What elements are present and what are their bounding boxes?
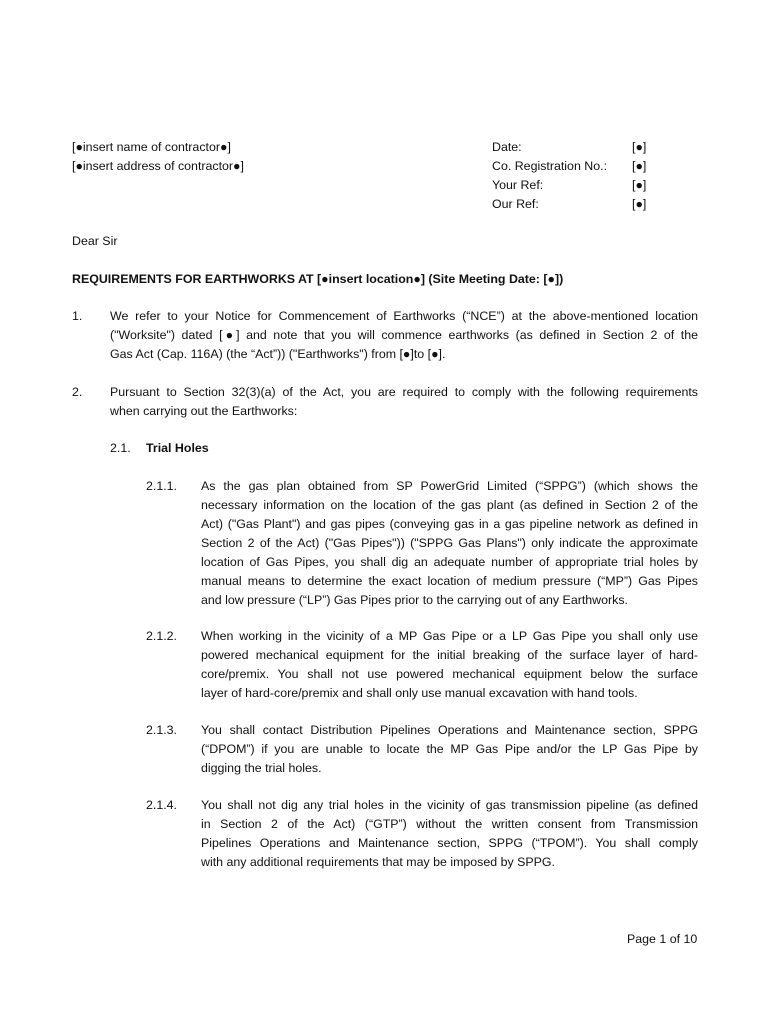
our-ref-label: Our Ref:: [492, 197, 539, 211]
clause-line: location of Gas Pipes, you shall dig an adequate number of appropriate trial holes by: [201, 555, 698, 569]
clause-line: Section 2 of the Act) ("Gas Pipes")) ("SPPG Gas Plans") only indicate the approximate: [201, 536, 698, 550]
clause-line: When working in the vicinity of a MP Gas Pipe or a LP Gas Pipe you shall only use: [201, 629, 698, 643]
para2-line: when carrying out the Earthworks:: [110, 404, 298, 418]
para1-line: We refer to your Notice for Commencement of Earthworks (“NCE”) at the above-mentioned location: [110, 309, 698, 323]
para2-line: Pursuant to Section 32(3)(a) of the Act, you are required to comply with the following requirements: [110, 385, 698, 399]
co-registration-value: [●]: [632, 159, 647, 173]
date-value: [●]: [632, 140, 647, 154]
our-ref-value: [●]: [632, 197, 647, 211]
clause-line: core/premix. You shall not use powered mechanical equipment below the surface: [201, 667, 698, 681]
clause-line: and low pressure (“LP”) Gas Pipes prior to the carrying out of any Earthworks.: [201, 593, 628, 607]
clause-line: As the gas plan obtained from SP PowerGrid Limited (“SPPG”) (which shows the: [201, 479, 698, 493]
clause-2-1-2-number: 2.1.2.: [146, 629, 178, 643]
contractor-address: [●insert address of contractor●]: [72, 159, 244, 173]
para1-line: ("Worksite") dated [●] and note that you will commence earthworks (as defined in Section 2 of the: [110, 328, 698, 342]
clause-line: with any additional requirements that may be imposed by SPPG.: [201, 855, 556, 869]
para1-line: Gas Act (Cap. 116A) (the “Act”)) ("Earthworks") from [●]to [●].: [110, 347, 446, 361]
clause-line: layer of hard-core/premix and shall only use manual excavation with hand tools.: [201, 686, 638, 700]
section-2-1-title: Trial Holes: [146, 441, 209, 455]
clause-line: digging the trial holes.: [201, 761, 322, 775]
clause-line: Pipelines Operations and Maintenance section, SPPG (“TPOM”). You shall comply: [201, 836, 698, 850]
clause-line: You shall not dig any trial holes in the vicinity of gas transmission pipeline (as defined: [201, 798, 698, 812]
clause-line: Act) ("Gas Plant") and gas pipes (conveying gas in a gas pipeline network as defined in: [201, 517, 698, 531]
your-ref-label: Your Ref:: [492, 178, 544, 192]
section-2-1-number: 2.1.: [110, 441, 131, 455]
clause-line: in Section 2 of the Act) (“GTP”) without the written consent from Transmission: [201, 817, 698, 831]
subject-heading: REQUIREMENTS FOR EARTHWORKS AT [●insert location●] (Site Meeting Date: [●]): [72, 272, 564, 286]
clause-line: manual means to determine the exact location of medium pressure (“MP”) Gas Pipes: [201, 574, 698, 588]
contractor-name: [●insert name of contractor●]: [72, 140, 231, 154]
salutation: Dear Sir: [72, 234, 118, 248]
clause-2-1-1-number: 2.1.1.: [146, 479, 178, 493]
date-label: Date:: [492, 140, 522, 154]
clause-line: necessary information on the location of the gas plant (as defined in Section 2 of the: [201, 498, 698, 512]
clause-2-1-4-number: 2.1.4.: [146, 798, 178, 812]
clause-line: (“DPOM”) if you are unable to locate the MP Gas Pipe and/or the LP Gas Pipe by: [201, 742, 698, 756]
clause-line: powered mechanical equipment for the initial breaking of the surface layer of hard-: [201, 648, 698, 662]
clause-2-1-3-number: 2.1.3.: [146, 723, 178, 737]
clause-line: You shall contact Distribution Pipelines Operations and Maintenance section, SPPG: [201, 723, 698, 737]
page-number: Page 1 of 10: [627, 932, 698, 946]
para1-number: 1.: [72, 309, 83, 323]
co-registration-label: Co. Registration No.:: [492, 159, 608, 173]
para2-number: 2.: [72, 385, 83, 399]
your-ref-value: [●]: [632, 178, 647, 192]
